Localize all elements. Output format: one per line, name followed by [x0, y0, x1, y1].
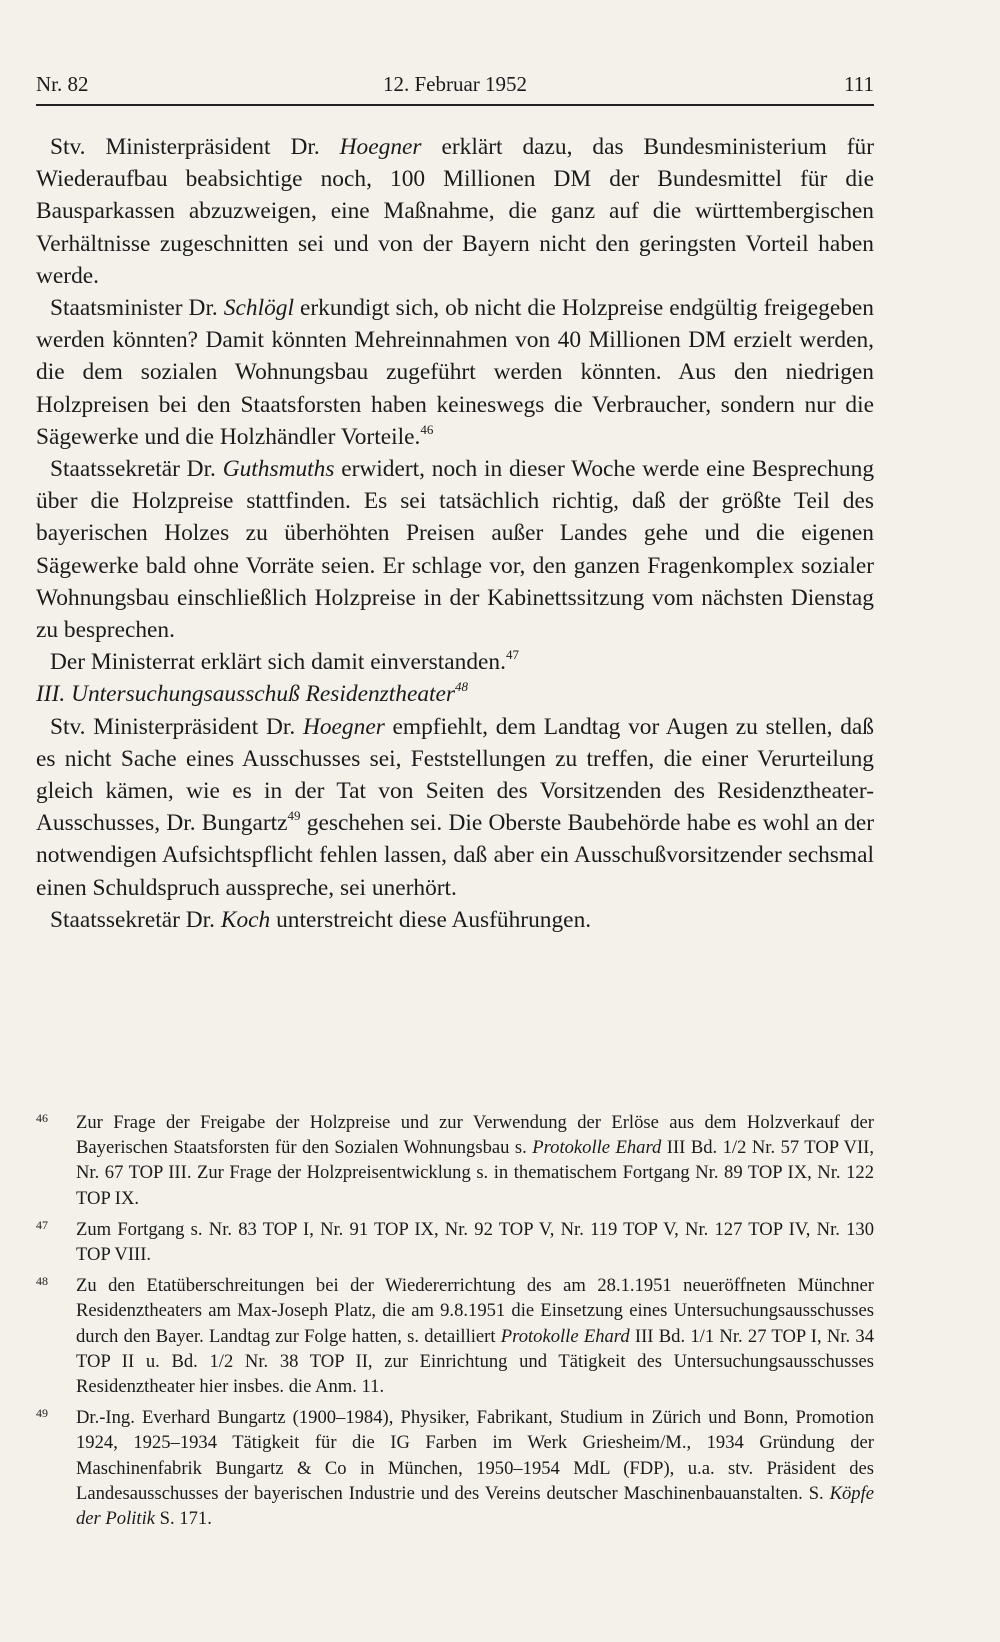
footnote-reference: Protokolle Ehard [532, 1137, 662, 1159]
paragraph-text: erkundigt sich, ob nicht die Holzpreise endgültig freigegeben werden könnten? Damit könnten Mehreinnahmen von 40 Millionen DM erzielt werden, die dem sozialen Wohnungsbau zugeführt werden könnten. Aus den niedrigen Holzpreisen bei den Staatsforsten haben keineswegs die Verbraucher, sondern nur die Sägewerke und die Holzhändler Vorteile. [36, 295, 874, 450]
header-date: 12. Februar 1952 [382, 72, 528, 96]
paragraph-text: Staatssekretär [50, 906, 186, 933]
footnote-marker: 47 [505, 647, 519, 663]
speaker-name: Koch [220, 906, 271, 933]
paragraph-text: erklärt dazu, das Bundesministerium für Wiederaufbau beabsichtige noch, 100 Millionen DM der Bundesmittel für die Bausparkassen abzuzweigen, eine Maßnahme, die ganz auf die württembergischen Verhältnisse zugeschnitten sei und von der Bayern nicht den geringsten Vorteil haben werde. [36, 134, 875, 289]
footnote-marker: 49 [287, 808, 301, 824]
paragraph-text: erwidert, noch in dieser Woche werde eine Besprechung über die Holzpreise stattfinden. Es sei tatsächlich richtig, daß der größte Teil des bayerischen Holzes zu überhöhten Preisen außer Landes gehe und die eigenen Sägewerke bald ohne Vorräte seien. Er schlage vor, den ganzen Fragenkomplex sozialer Wohnungsbau einschließlich Holzpreise in der Kabinettssitzung vom nächsten Dienstag zu besprechen. [36, 456, 875, 644]
footnote-47 [36, 1217, 874, 1267]
footnote-text: Dr.-Ing. Everhard Bungartz (1900–1984), Physiker, Fabrikant, Studium in Zürich und Bonn, Promotion 1924, 1925–1934 Tätigkeit für die IG Farben im Werk Griesheim/M., 1934 Gründung der Maschinenfabrik Bungartz & Co in München, 1950–1954 MdL (FDP), u.a. stv. Präsident des Landesausschusses der bayerischen Industrie und des Vereins deutscher Maschinenbauanstalten. S. [76, 1407, 874, 1504]
speaker-name: Guthsmuths [222, 456, 335, 483]
footnote-number: 49 [36, 1406, 48, 1421]
footnote-marker: 46 [420, 421, 434, 437]
footnote-46 [36, 1110, 874, 1211]
speaker-name: Hoegner [339, 134, 422, 160]
speaker-name: Hoegner [302, 713, 385, 740]
speaker-title: Dr. [185, 906, 221, 933]
paragraph-ministerrat-einverstanden [36, 646, 874, 678]
speaker-title: Dr. [290, 134, 340, 160]
footnote-text: III Bd. 1/2 Nr. 57 TOP VII, Nr. 67 TOP III. Zur Frage der Holzpreisentwicklung s. in thematischem Fortgang Nr. 89 TOP IX, Nr. 122 TOP IX. [76, 1137, 874, 1209]
paragraph-text: Der Ministerrat erklärt sich damit einverstanden. [50, 649, 506, 676]
paragraph-hoegner-ausschuss [36, 711, 874, 904]
footnote-text: Zum Fortgang s. Nr. 83 TOP I, Nr. 91 TOP IX, Nr. 92 TOP V, Nr. 119 TOP V, Nr. 127 TOP IV, Nr. 130 TOP VIII. [76, 1218, 874, 1266]
footnote-marker: 48 [455, 679, 469, 695]
document-number: Nr. 82 [36, 72, 89, 96]
paragraph-text: Staatssekretär [50, 456, 187, 483]
footnote-text: Zur Frage der Freigabe der Holzpreise und zur Verwendung der Erlöse aus dem Holzverkauf der Bayerischen Staatsforsten für den Sozialen Wohnungsbau s. [76, 1112, 874, 1159]
footnote-49 [36, 1405, 874, 1531]
paragraph-text: Staatsminister [50, 295, 189, 322]
speaker-title: Dr. [186, 456, 223, 483]
paragraph-hoegner-bundesmittel [36, 131, 874, 292]
footnote-number: 47 [36, 1217, 48, 1232]
footnote-text: S. 171. [155, 1508, 212, 1530]
footnote-text: III Bd. 1/1 Nr. 27 TOP I, Nr. 34 TOP II u. Bd. 1/2 Nr. 38 TOP II, zur Einrichtung und Tätigkeit des Untersuchungsausschusses Residenztheater hier insbes. die Anm. 11. [76, 1325, 874, 1398]
footnote-number: 46 [36, 1111, 48, 1125]
speaker-name: Schlögl [223, 295, 294, 322]
paragraph-text: Stv. Ministerpräsident [50, 713, 266, 740]
paragraph-text: empfiehlt, dem Landtag vor Augen zu stellen, daß es nicht Sache eines Ausschusses sei, Feststellungen zu treffen, die einer Verurteilung gleich kämen, wie es in der Tat von Seiten des Vorsitzenden des Residenztheater-Ausschusses, Dr. Bungartz [36, 713, 874, 837]
section-title: III. Untersuchungsausschuß Residenztheater [36, 681, 456, 708]
paragraph-guthsmuths-besprechung [36, 453, 874, 646]
footnotes [36, 1110, 874, 1537]
page-number: 111 [844, 72, 874, 96]
paragraph-text: unterstreicht diese Ausführungen. [270, 906, 592, 933]
paragraph-koch-ausfuehrungen [36, 904, 874, 936]
running-header [36, 68, 874, 106]
speaker-title: Dr. [188, 295, 224, 322]
speaker-title: Dr. [265, 713, 303, 740]
paragraph-text: geschehen sei. Die Oberste Baubehörde habe es wohl an der notwendigen Aufsichtspflicht fehlen lassen, daß aber ein Ausschußvorsitzender sechsmal einen Schuldspruch ausspreche, sei unerhört. [36, 810, 874, 901]
footnote-48 [36, 1273, 874, 1399]
footnote-reference: Protokolle Ehard [500, 1325, 630, 1347]
main-text [36, 131, 874, 936]
footnote-text: Zu den Etatüberschreitungen bei der Wiedererrichtung des am 28.1.1951 neueröffneten Münchner Residenztheaters am Max-Joseph Platz, die am 9.8.1951 die Einsetzung eines Untersuchungsausschusses durch den Bayer. Landtag zur Folge hatten, s. detailliert [76, 1275, 874, 1347]
section-heading [36, 678, 874, 710]
paragraph-text: Stv. Ministerpräsident [50, 134, 291, 160]
footnote-number: 48 [36, 1274, 48, 1289]
footnote-reference: Köpfe der Politik [76, 1482, 874, 1530]
paragraph-schloegl-holzpreise [36, 292, 874, 453]
